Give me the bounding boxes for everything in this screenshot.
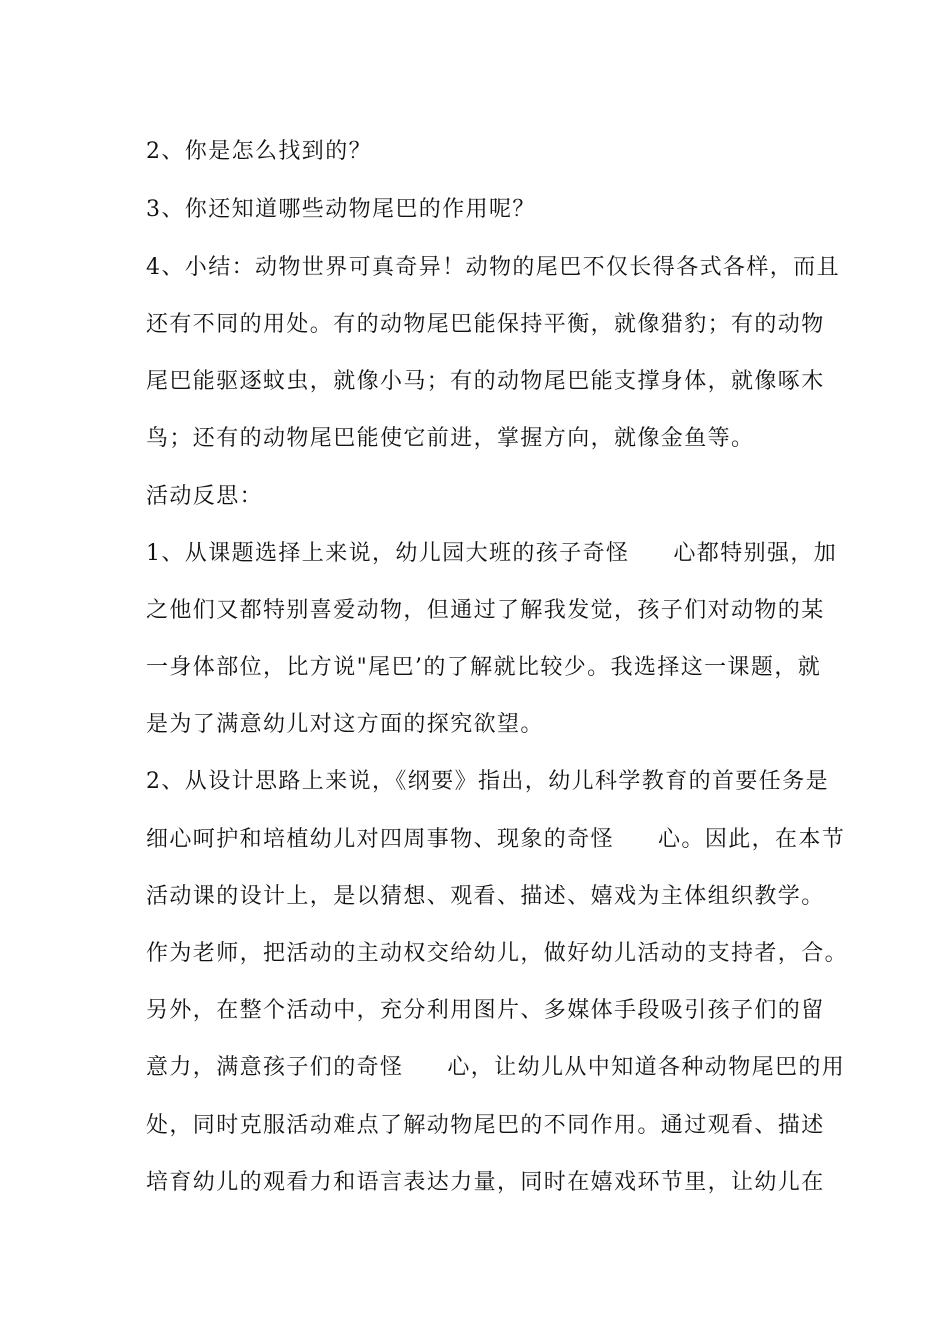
text-segment: 意力，满意孩子们的奇怪 — [146, 1055, 404, 1080]
text-line: 鸟；还有的动物尾巴能使它前进，掌握方向，就像金鱼等。 — [146, 426, 755, 451]
text-line: 尾巴能驱逐蚊虫，就像小马；有的动物尾巴能支撑身体，就像啄木 — [146, 369, 825, 394]
text-line: 培育幼儿的观看力和语言表达力量，同时在嬉戏环节里，让幼儿在 — [146, 1170, 825, 1195]
text-line — [146, 826, 845, 854]
text-line: 4、小结：动物世界可真奇异！动物的尾巴不仅长得各式各样，而且 — [146, 255, 840, 280]
text-line: 活动课的设计上，是以猜想、观看、描述、嬉戏为主体组织教学。 — [146, 884, 825, 909]
text-segment: 细心呵护和培植幼儿对四周事物、现象的奇怪 — [146, 827, 615, 852]
text-line: 处，同时克服活动难点了解动物尾巴的不同作用。通过观看、描述 — [146, 1113, 825, 1138]
text-line: 之他们又都特别喜爱动物，但通过了解我发觉，孩子们对动物的某 — [146, 598, 825, 623]
text-line: 另外，在整个活动中，充分利用图片、多媒体手段吸引孩子们的留 — [146, 998, 825, 1023]
text-line — [146, 1054, 845, 1082]
text-line — [146, 540, 837, 568]
text-line: 是为了满意幼儿对这方面的探究欲望。 — [146, 712, 544, 737]
text-segment: 心都特别强，加 — [673, 541, 838, 566]
text-segment: 1、从课题选择上来说，幼儿园大班的孩子奇怪 — [146, 541, 630, 566]
text-line: 一身体部位，比方说"尾巴’的了解就比较少。我选择这一课题，就 — [146, 655, 822, 680]
text-segment: 心，让幼儿从中知道各种动物尾巴的用 — [447, 1055, 846, 1080]
text-line: 作为老师，把活动的主动权交给幼儿，做好幼儿活动的支持者，合。 — [146, 941, 849, 966]
text-line: 2、从设计思路上来说，《纲要》指出，幼儿科学教育的首要任务是 — [146, 769, 829, 794]
text-segment: 心。因此，在本节 — [658, 827, 846, 852]
text-line: 还有不同的用处。有的动物尾巴能保持平衡，就像猎豹；有的动物 — [146, 312, 825, 337]
section-heading: 活动反思： — [146, 484, 264, 509]
text-line: 2、你是怎么找到的？ — [146, 139, 372, 164]
text-line: 3、你还知道哪些动物尾巴的作用呢？ — [146, 197, 536, 222]
